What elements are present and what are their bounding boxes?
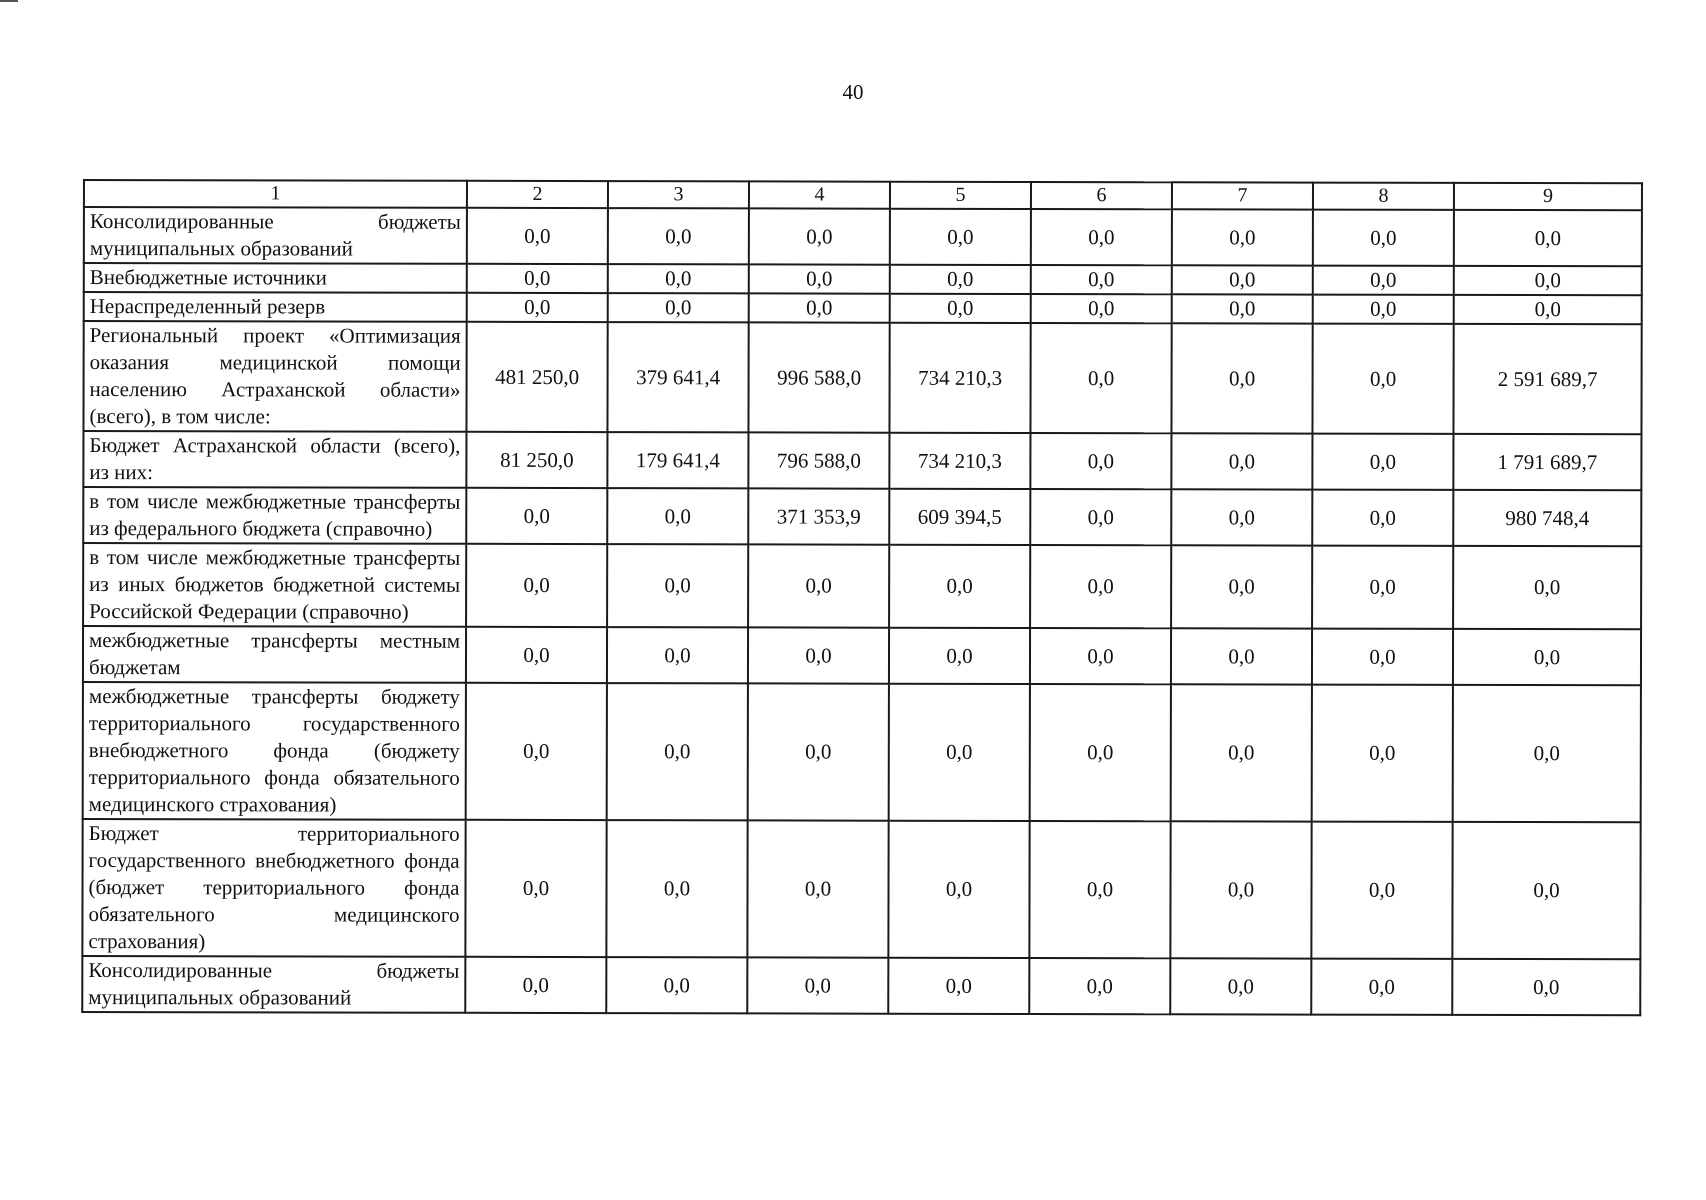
cell-value: 81 250,0 <box>466 432 607 488</box>
cell-value: 0,0 <box>1312 490 1453 546</box>
table-row <box>83 487 1641 546</box>
row-label: в том числе межбюджетные трансферты из иных бюджетов бюджетной системы Российской Федерации (справочно) <box>83 543 466 627</box>
row-label: Региональный проект «Оптимизация оказания медицинской помощи населению Астраханской области» (всего), в том числе: <box>83 321 466 432</box>
cell-value: 0,0 <box>889 628 1030 684</box>
cell-value: 0,0 <box>1311 822 1452 959</box>
table-row <box>82 819 1640 959</box>
cell-value: 0,0 <box>1030 684 1171 821</box>
cell-value: 734 210,3 <box>889 323 1030 433</box>
table-row <box>83 321 1641 434</box>
cell-value: 0,0 <box>1029 958 1170 1014</box>
cell-value: 0,0 <box>1312 546 1453 629</box>
cell-value: 0,0 <box>1312 434 1453 490</box>
column-header: 6 <box>1031 182 1172 209</box>
scan-edge-mark <box>0 0 18 2</box>
cell-value: 371 353,9 <box>748 488 889 544</box>
cell-value: 0,0 <box>1312 324 1453 434</box>
cell-value: 0,0 <box>1311 959 1452 1015</box>
row-label: Бюджет территориального государственного внебюджетного фонда (бюджет территориального фонда обязательного медицинского страхования) <box>82 819 465 957</box>
budget-table <box>81 179 1643 1016</box>
cell-value: 0,0 <box>1453 685 1641 822</box>
cell-value: 0,0 <box>1030 433 1171 489</box>
cell-value: 0,0 <box>1030 323 1171 433</box>
row-label: Внебюджетные источники <box>84 263 467 293</box>
table-row <box>84 263 1642 295</box>
cell-value: 0,0 <box>749 264 890 293</box>
cell-value: 481 250,0 <box>466 322 607 432</box>
cell-value: 980 748,4 <box>1453 490 1641 546</box>
cell-value: 0,0 <box>1313 210 1454 266</box>
cell-value: 0,0 <box>1313 295 1454 324</box>
cell-value: 0,0 <box>465 820 606 957</box>
cell-value: 0,0 <box>890 209 1031 265</box>
cell-value: 0,0 <box>466 488 607 544</box>
cell-value: 0,0 <box>1453 629 1641 685</box>
row-label: межбюджетные трансферты местным бюджетам <box>83 626 466 683</box>
cell-value: 0,0 <box>1031 265 1172 294</box>
cell-value: 0,0 <box>1030 489 1171 545</box>
column-header: 2 <box>467 181 608 208</box>
column-header: 7 <box>1172 182 1313 209</box>
cell-value: 0,0 <box>1172 209 1313 265</box>
cell-value: 0,0 <box>1029 821 1170 958</box>
table-row <box>83 626 1641 685</box>
column-header: 1 <box>84 180 467 208</box>
cell-value: 0,0 <box>890 294 1031 323</box>
cell-value: 0,0 <box>1312 629 1453 685</box>
cell-value: 0,0 <box>1453 546 1641 629</box>
cell-value: 0,0 <box>1452 959 1640 1015</box>
cell-value: 0,0 <box>607 683 748 820</box>
cell-value: 0,0 <box>747 820 888 957</box>
cell-value: 0,0 <box>608 264 749 293</box>
cell-value: 0,0 <box>888 821 1029 958</box>
cell-value: 0,0 <box>889 545 1030 628</box>
cell-value: 0,0 <box>1172 265 1313 294</box>
cell-value: 0,0 <box>1172 294 1313 323</box>
cell-value: 1 791 689,7 <box>1453 434 1641 490</box>
budget-table-sheet <box>81 179 1641 1016</box>
cell-value: 996 588,0 <box>748 322 889 432</box>
table-row <box>84 292 1642 324</box>
cell-value: 0,0 <box>607 627 748 683</box>
cell-value: 0,0 <box>1030 628 1171 684</box>
cell-value: 796 588,0 <box>748 432 889 488</box>
cell-value: 2 591 689,7 <box>1453 324 1641 434</box>
cell-value: 0,0 <box>1452 822 1640 959</box>
cell-value: 0,0 <box>606 820 747 957</box>
column-header: 4 <box>749 181 890 208</box>
cell-value: 0,0 <box>749 293 890 322</box>
cell-value: 0,0 <box>749 208 890 264</box>
cell-value: 609 394,5 <box>889 489 1030 545</box>
column-header: 5 <box>890 182 1031 209</box>
cell-value: 0,0 <box>1454 266 1642 295</box>
cell-value: 0,0 <box>466 683 607 820</box>
cell-value: 0,0 <box>467 208 608 264</box>
table-header-row <box>84 180 1642 210</box>
row-label: Бюджет Астраханской области (всего), из них: <box>83 431 466 488</box>
cell-value: 0,0 <box>1171 323 1312 433</box>
cell-value: 0,0 <box>608 208 749 264</box>
cell-value: 0,0 <box>747 957 888 1013</box>
cell-value: 0,0 <box>467 293 608 322</box>
cell-value: 0,0 <box>748 544 889 627</box>
cell-value: 0,0 <box>1170 821 1311 958</box>
cell-value: 0,0 <box>1454 210 1642 266</box>
cell-value: 0,0 <box>748 683 889 820</box>
cell-value: 0,0 <box>1171 489 1312 545</box>
table-row <box>83 682 1641 822</box>
cell-value: 0,0 <box>1170 958 1311 1014</box>
row-label: в том числе межбюджетные трансферты из федерального бюджета (справочно) <box>83 487 466 544</box>
row-label: межбюджетные трансферты бюджету территориального государственного внебюджетного фонда (бюджету территориального фонда обязательного медицинского страхования) <box>83 682 466 820</box>
cell-value: 0,0 <box>465 957 606 1013</box>
cell-value: 734 210,3 <box>889 433 1030 489</box>
cell-value: 0,0 <box>1313 266 1454 295</box>
cell-value: 0,0 <box>466 544 607 627</box>
cell-value: 0,0 <box>467 264 608 293</box>
table-row <box>84 207 1642 266</box>
cell-value: 0,0 <box>1031 209 1172 265</box>
cell-value: 0,0 <box>1031 294 1172 323</box>
cell-value: 0,0 <box>888 958 1029 1014</box>
column-header: 8 <box>1313 183 1454 210</box>
cell-value: 0,0 <box>1454 295 1642 324</box>
cell-value: 0,0 <box>1171 545 1312 628</box>
cell-value: 0,0 <box>607 488 748 544</box>
cell-value: 0,0 <box>1171 684 1312 821</box>
column-header: 9 <box>1454 183 1642 210</box>
cell-value: 179 641,4 <box>607 432 748 488</box>
cell-value: 0,0 <box>889 684 1030 821</box>
cell-value: 0,0 <box>1171 628 1312 684</box>
row-label: Консолидированные бюджеты муниципальных образований <box>84 207 467 264</box>
cell-value: 0,0 <box>606 957 747 1013</box>
cell-value: 379 641,4 <box>607 322 748 432</box>
cell-value: 0,0 <box>1312 685 1453 822</box>
row-label: Нераспределенный резерв <box>84 292 467 322</box>
table-row <box>83 543 1641 629</box>
cell-value: 0,0 <box>1030 545 1171 628</box>
cell-value: 0,0 <box>608 293 749 322</box>
table-row <box>83 431 1641 490</box>
column-header: 3 <box>608 181 749 208</box>
cell-value: 0,0 <box>748 627 889 683</box>
cell-value: 0,0 <box>607 544 748 627</box>
cell-value: 0,0 <box>1171 433 1312 489</box>
page-number: 40 <box>842 80 864 104</box>
cell-value: 0,0 <box>890 265 1031 294</box>
row-label: Консолидированные бюджеты муниципальных образований <box>82 956 465 1013</box>
cell-value: 0,0 <box>466 627 607 683</box>
table-row <box>82 956 1640 1015</box>
